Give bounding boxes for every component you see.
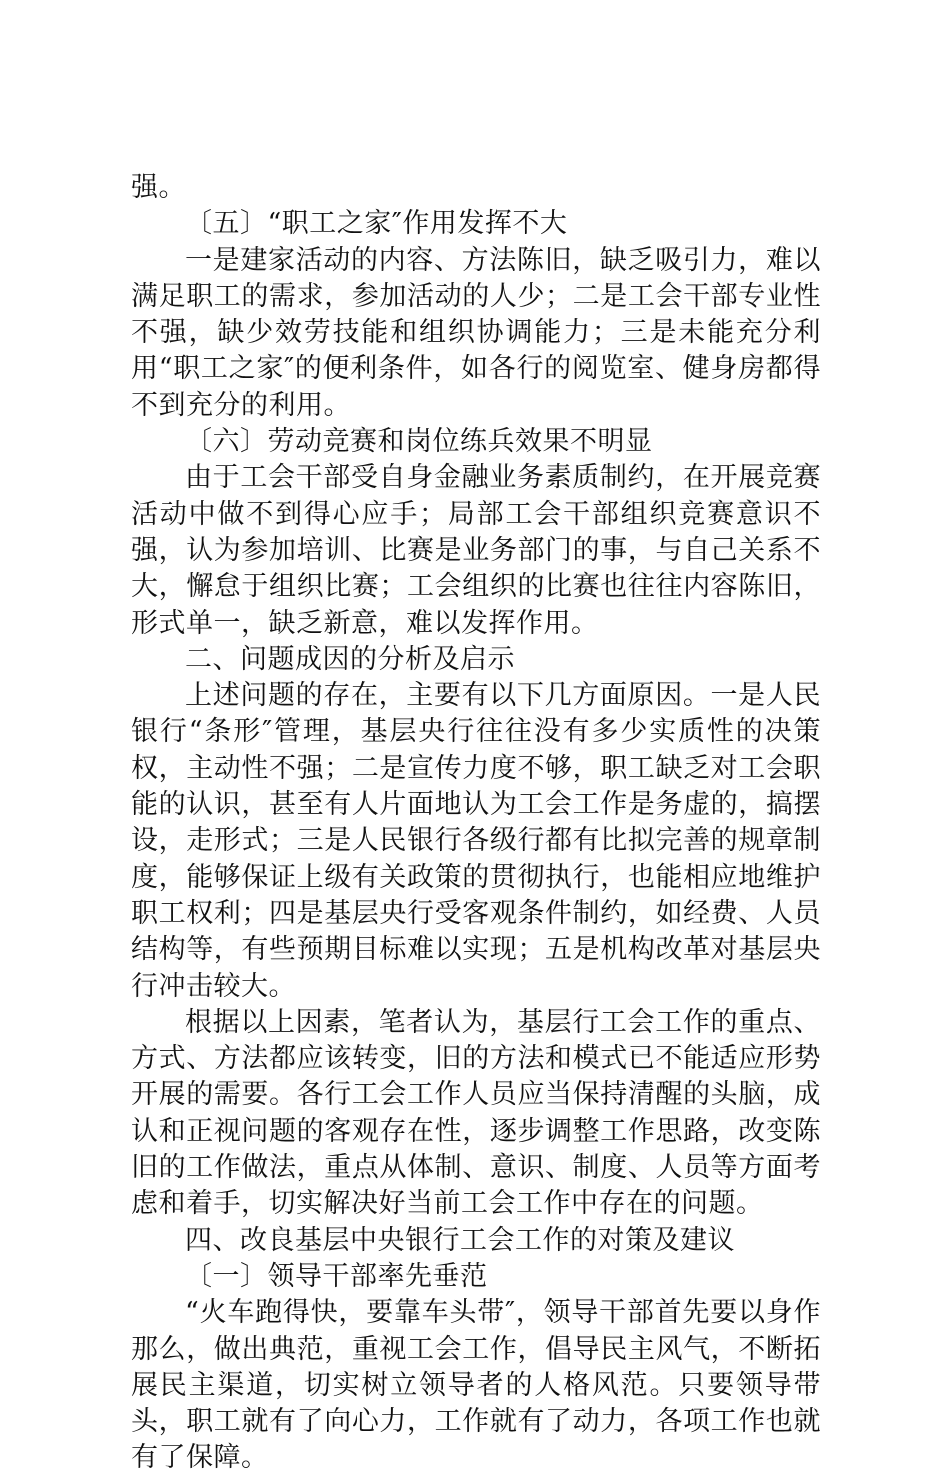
section-heading-6: 〔六〕劳动竞赛和岗位练兵效果不明显 bbox=[185, 426, 653, 458]
document-body bbox=[131, 170, 821, 1477]
section-heading-1: 〔一〕领导干部率先垂范 bbox=[185, 1260, 488, 1292]
chapter-heading-4: 四、改良基层中央银行工会工作的对策及建议 bbox=[185, 1224, 735, 1256]
paragraph: “火车跑得快，要靠车头带″，领导干部首先要以身作那么，做出典范，重视工会工作，倡导民主风气，不断拓展民主渠道，切实树立领导者的人格风范。只要领导带头，职工就有了向心力，工作就有了动力，各项工作也就有了保障。 bbox=[131, 1297, 821, 1474]
chapter-heading-2: 二、问题成因的分析及启示 bbox=[185, 643, 515, 675]
paragraph: 由于工会干部受自身金融业务素质制约，在开展竞赛活动中做不到得心应手；局部工会干部组织竞赛意识不强，认为参加培训、比赛是业务部门的事，与自己关系不大，懈怠于组织比赛；工会组织的比赛也往往内容陈旧，形式单一，缺乏新意，难以发挥作用。 bbox=[131, 462, 821, 639]
paragraph: 一是建家活动的内容、方法陈旧，缺乏吸引力，难以满足职工的需求，参加活动的人少；二是工会干部专业性不强，缺少效劳技能和组织协调能力；三是未能充分利用“职工之家″的便利条件，如各行的阅览室、健身房都得不到充分的利用。 bbox=[131, 244, 821, 421]
paragraph: 上述问题的存在，主要有以下几方面原因。一是人民银行“条形″管理，基层央行往往没有多少实质性的决策权，主动性不强；二是宣传力度不够，职工缺乏对工会职能的认识，甚至有人片面地认为工会工作是务虚的，搞摆设，走形式；三是人民银行各级行都有比拟完善的规章制度，能够保证上级有关政策的贯彻执行，也能相应地维护职工权利；四是基层央行受客观条件制约，如经费、人员结构等，有些预期目标难以实现；五是机构改革对基层央行冲击较大。 bbox=[131, 680, 821, 1002]
paragraph: 根据以上因素，笔者认为，基层行工会工作的重点、方式、方法都应该转变，旧的方法和模式已不能适应形势开展的需要。各行工会工作人员应当保持清醒的头脑，成认和正视问题的客观存在性，逐步调整工作思路，改变陈旧的工作做法，重点从体制、意识、制度、人员等方面考虑和着手，切实解决好当前工会工作中存在的问题。 bbox=[131, 1006, 821, 1220]
paragraph-continuation: 强。 bbox=[131, 172, 186, 203]
section-heading-5: 〔五〕“职工之家″作用发挥不大 bbox=[185, 208, 568, 240]
